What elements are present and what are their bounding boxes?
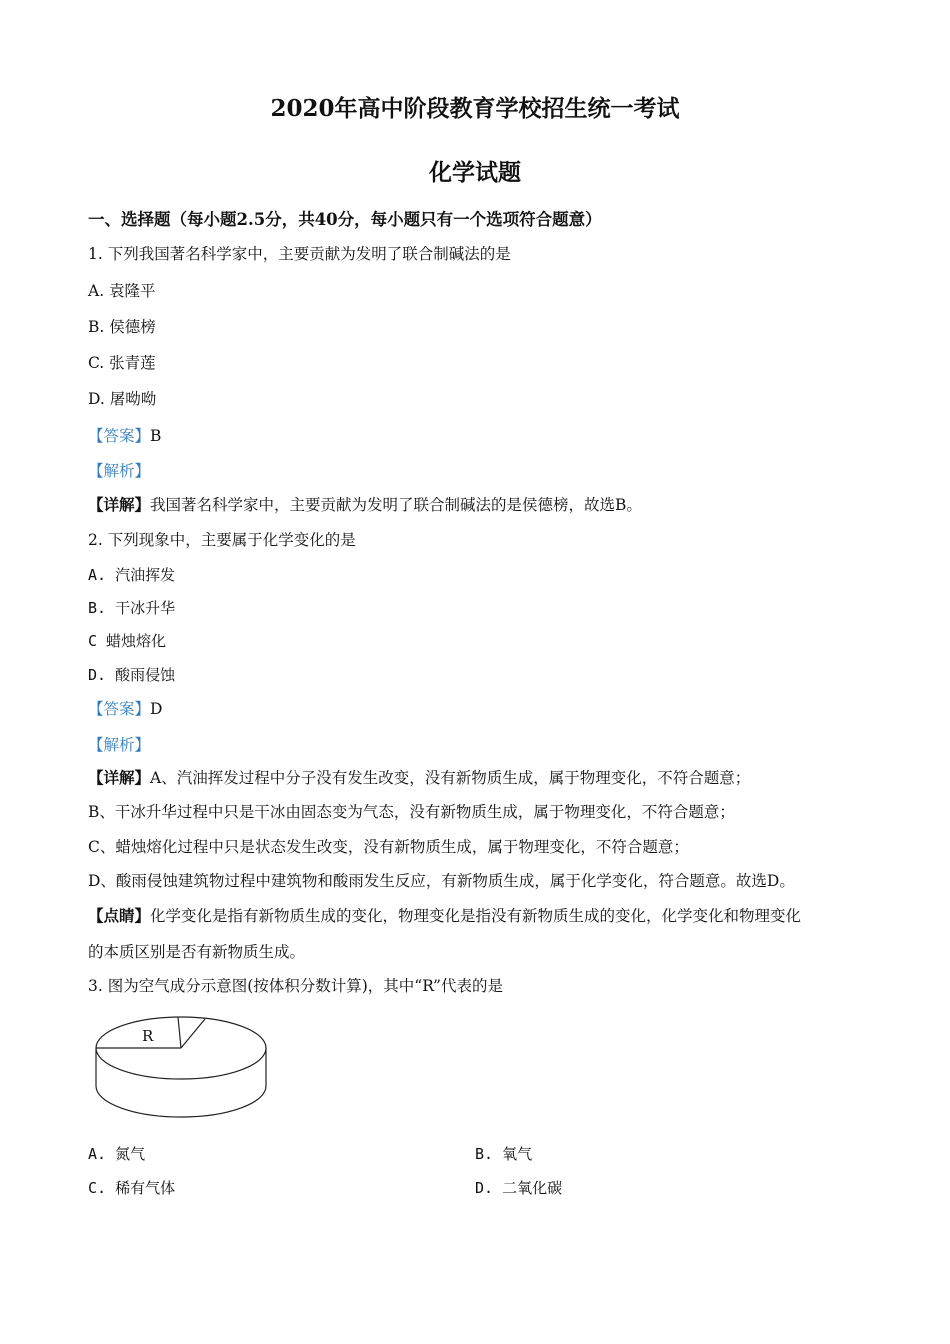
q3-stem: 3. 图为空气成分示意图(按体积分数计算)，其中“R”代表的是 — [88, 977, 503, 995]
q2-answer — [88, 697, 162, 719]
q1-detail-text: 我国著名科学家中，主要贡献为发明了联合制碱法的是侯德榜，故选B。 — [150, 496, 642, 514]
q2-detail-4: D、酸雨侵蚀建筑物过程中建筑物和酸雨发生反应，有新物质生成，属于化学变化，符合题意。故选D。 — [88, 872, 795, 890]
q1-option-a: A. 袁隆平 — [88, 282, 156, 300]
q1-detail — [88, 493, 642, 515]
detail-tag: 【详解】 — [88, 495, 151, 514]
exam-subtitle: 化学试题 — [429, 159, 521, 186]
q1-option-d: D. 屠呦呦 — [88, 390, 157, 408]
q1-answer-value: B — [150, 427, 162, 445]
q2-analysis — [88, 733, 150, 755]
q2-option-a: A. 汽油挥发 — [88, 566, 176, 584]
answer-tag: 【答案】 — [88, 700, 151, 718]
q3-option-a: A. 氮气 — [88, 1145, 146, 1163]
pie-label-r: R — [142, 1027, 154, 1045]
q1-answer — [88, 424, 161, 446]
q2-detail-2: B、干冰升华过程中只是干冰由固态变为气态，没有新物质生成，属于物理变化，不符合题意； — [88, 803, 735, 821]
q2-detail-text-1: A、汽油挥发过程中分子没有发生改变，没有新物质生成，属于物理变化，不符合题意； — [150, 769, 751, 787]
q2-option-c: C 蜡烛熔化 — [88, 632, 167, 650]
q2-option-b: B. 干冰升华 — [88, 599, 176, 617]
q2-comment-text: 化学变化是指有新物质生成的变化，物理变化是指没有新物质生成的变化，化学变化和物理变化 — [150, 907, 802, 925]
q3-option-c: C. 稀有气体 — [88, 1179, 176, 1197]
q2-detail-1 — [88, 766, 750, 788]
air-composition-pie-figure — [90, 1012, 275, 1124]
q1-stem: 1. 下列我国著名科学家中，主要贡献为发明了联合制碱法的是 — [88, 245, 511, 263]
q2-comment — [88, 904, 801, 926]
q2-option-d: D. 酸雨侵蚀 — [88, 666, 176, 684]
q1-option-b: B. 侯德榜 — [88, 318, 156, 336]
section-heading: 一、选择题（每小题2.5分，共40分，每小题只有一个选项符合题意） — [88, 210, 602, 229]
q3-option-d: D. 二氧化碳 — [475, 1179, 563, 1197]
q2-comment-2: 的本质区别是否有新物质生成。 — [88, 943, 306, 961]
exam-title: 2020年高中阶段教育学校招生统一考试 — [270, 95, 680, 122]
q1-option-c: C. 张青莲 — [88, 354, 156, 372]
analysis-tag: 【解析】 — [88, 462, 151, 480]
answer-tag: 【答案】 — [88, 427, 151, 445]
q2-answer-value: D — [150, 700, 163, 718]
q3-option-b: B. 氧气 — [475, 1145, 533, 1163]
detail-tag: 【详解】 — [88, 768, 151, 787]
q2-stem: 2. 下列现象中，主要属于化学变化的是 — [88, 531, 356, 549]
comment-tag: 【点睛】 — [88, 906, 151, 925]
q2-detail-3: C、蜡烛熔化过程中只是状态发生改变，没有新物质生成，属于物理变化，不符合题意； — [88, 838, 689, 856]
q1-analysis — [88, 459, 150, 481]
analysis-tag: 【解析】 — [88, 736, 151, 754]
